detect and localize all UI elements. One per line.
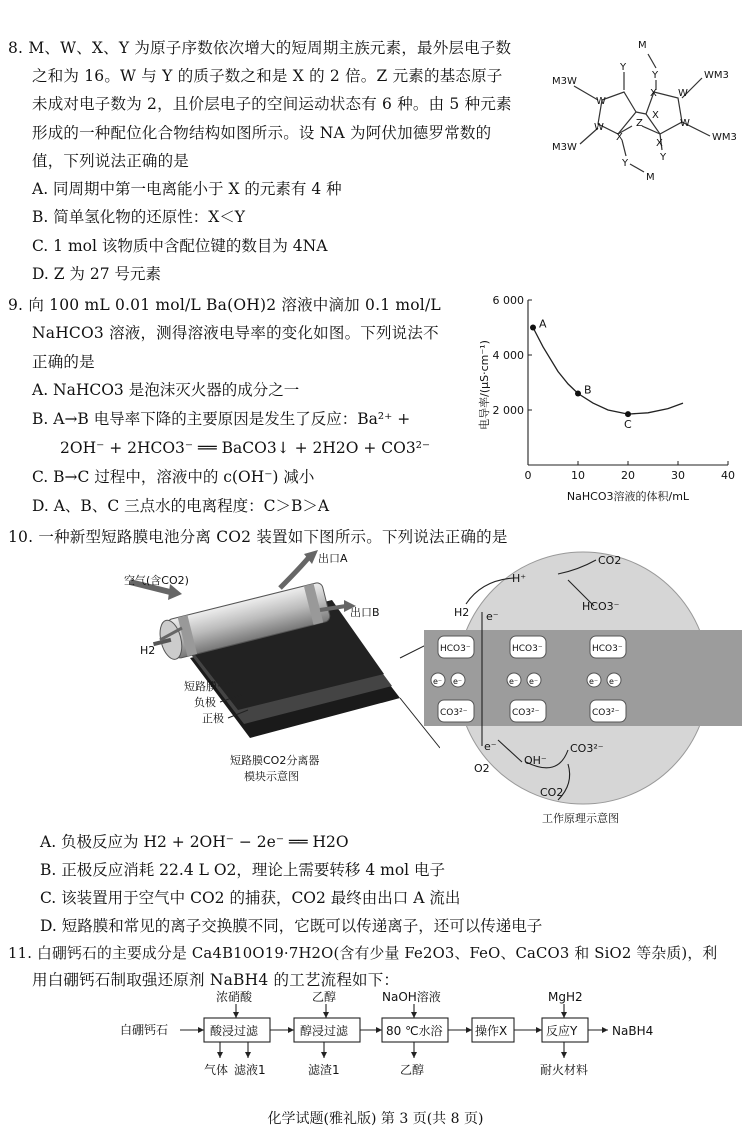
q8-line: 之和为 16。W 与 Y 的质子数之和是 X 的 2 倍。Z 元素的基态原子 <box>32 67 503 85</box>
mech-e-1: e⁻ <box>433 677 443 686</box>
chart-point-c <box>625 411 631 417</box>
label-outlet-a: 出口A <box>318 552 348 565</box>
atom-m3w-low: M3W <box>552 142 577 153</box>
mech-e-6: e⁻ <box>609 677 619 686</box>
flow-out1b: 滤液1 <box>234 1063 266 1077</box>
x-tick-label: 10 <box>571 469 585 482</box>
atom-wm3-r: WM3 <box>712 132 737 143</box>
q11-line: 11. 白硼钙石的主要成分是 Ca4B10O19·7H2O(含有少量 Fe2O3、FeO、CaCO3 和 SiO2 等杂质)，利 <box>8 945 718 962</box>
label-membrane: 短路膜 <box>184 680 217 693</box>
mech-o2: O2 <box>474 762 490 775</box>
atom-w-top: W <box>678 88 688 99</box>
flow-out5: 耐火材料 <box>540 1063 589 1077</box>
q9-line: 正确的是 <box>32 353 95 371</box>
mech-hco3-3: HCO3⁻ <box>592 644 623 654</box>
x-tick-label: 40 <box>721 469 735 482</box>
flow-step4: 操作X <box>475 1024 508 1038</box>
mech-e-low: e⁻ <box>484 740 497 753</box>
mech-h-plus: H⁺ <box>512 572 527 585</box>
chart-point-a <box>530 325 536 331</box>
q8-option-d: D. Z 为 27 号元素 <box>32 265 162 283</box>
mech-co3-1: CO3²⁻ <box>440 708 468 718</box>
mech-caption: 工作原理示意图 <box>542 812 619 825</box>
mech-hco3-1: HCO3⁻ <box>440 644 471 654</box>
q11-line: 用白硼钙石制取强还原剂 NaBH4 的工艺流程如下： <box>32 971 400 989</box>
atom-y-low: Y <box>622 158 629 169</box>
mech-co3-3: CO3²⁻ <box>592 708 620 718</box>
q10-option-b: B. 正极反应消耗 22.4 L O2，理论上需要转移 4 mol 电子 <box>40 861 446 879</box>
q8-line: 8. M、W、X、Y 为原子序数依次增大的短周期主族元素，最外层电子数 <box>8 39 512 57</box>
atom-z: Z <box>636 118 643 129</box>
flow-out3: 乙醇 <box>400 1063 425 1077</box>
mech-co3-2: CO3²⁻ <box>512 708 540 718</box>
atom-x-rl: X <box>656 138 663 149</box>
atom-x-top: X <box>650 88 657 99</box>
q10-option-c: C. 该装置用于空气中 CO2 的捕获，CO2 最终由出口 A 流出 <box>40 889 461 907</box>
q8-option-c: C. 1 mol 该物质中含配位键的数目为 4NA <box>32 237 328 255</box>
conductivity-curve <box>533 328 683 415</box>
q8-line: 形成的一种配位化合物结构如图所示。设 NA 为阿伏加德罗常数的 <box>32 124 492 142</box>
atom-wm3-top: WM3 <box>704 70 729 81</box>
x-tick-label: 20 <box>621 469 635 482</box>
q9-option-c: C. B→C 过程中，溶液中的 c(OH⁻) 减小 <box>32 468 315 486</box>
q10-option-a: A. 负极反应为 H2 + 2OH⁻ − 2e⁻ ══ H2O <box>40 833 349 851</box>
mech-co2-low: CO2 <box>540 786 564 799</box>
flow-product: NaBH4 <box>612 1024 654 1038</box>
atom-y-left: Y <box>620 62 627 73</box>
q10-option-d: D. 短路膜和常见的离子交换膜不同，它既可以传递离子，还可以传递电子 <box>40 917 543 935</box>
flow-out2: 滤渣1 <box>308 1063 340 1077</box>
atom-m-bottom: M <box>646 172 655 183</box>
q9-line: NaHCO3 溶液，测得溶液电导率的变化如图。下列说法不 <box>32 324 439 342</box>
q8-option-b: B. 简单氢化物的还原性：X＜Y <box>32 208 246 226</box>
y-tick-label: 2 000 <box>492 404 524 417</box>
flow-in3: NaOH溶液 <box>382 990 441 1004</box>
label-positive: 正极 <box>202 712 224 725</box>
process-flowchart <box>120 990 700 1102</box>
mech-h2: H2 <box>454 606 470 619</box>
mech-e-top: e⁻ <box>486 610 499 623</box>
q8-option-a: A. 同周期中第一电离能小于 X 的元素有 4 种 <box>32 180 342 198</box>
flow-in1: 浓硝酸 <box>216 990 253 1004</box>
label-air-in: 空气(含CO2) <box>124 574 189 587</box>
q9-line: 9. 向 100 mL 0.01 mol/L Ba(OH)2 溶液中滴加 0.1 mol/L <box>8 296 441 314</box>
q10-stem: 10. 一种新型短路膜电池分离 CO2 装置如下图所示。下列说法正确的是 <box>8 528 508 546</box>
mech-co2-top: CO2 <box>598 554 622 567</box>
working-principle-diagram <box>418 550 748 830</box>
flow-in2: 乙醇 <box>312 990 337 1004</box>
q9-option-b: B. A→B 电导率下降的主要原因是发生了反应：Ba²⁺ + <box>32 410 411 428</box>
y-tick-label: 6 000 <box>492 294 524 307</box>
y-tick-label: 4 000 <box>492 349 524 362</box>
atom-x-r: X <box>652 110 659 121</box>
atom-x-low: X <box>616 132 623 143</box>
label-outlet-b: 出口B <box>350 606 380 619</box>
atom-w-l1: W <box>596 96 606 107</box>
mech-e-4: e⁻ <box>529 677 539 686</box>
q9-option-a: A. NaHCO3 是泡沫灭火器的成分之一 <box>32 381 300 399</box>
x-tick-label: 30 <box>671 469 685 482</box>
flow-in5: MgH2 <box>548 990 583 1004</box>
q9-option-b-cont: 2OH⁻ + 2HCO3⁻ ══ BaCO3↓ + 2H2O + CO3²⁻ <box>60 439 431 457</box>
q9-option-d: D. A、B、C 三点水的电离程度：C＞B＞A <box>32 497 330 515</box>
chart-point-b <box>575 391 581 397</box>
atom-m-top: M <box>638 40 647 51</box>
atom-m3w-left: M3W <box>552 76 577 87</box>
atom-y-r: Y <box>660 152 667 163</box>
mech-hco3-top: HCO3⁻ <box>582 600 620 613</box>
chart-x-label: NaHCO3溶液的体积/mL <box>566 490 690 503</box>
device-caption-2: 模块示意图 <box>244 770 299 783</box>
atom-w-r: W <box>680 118 690 129</box>
mech-co3-low: CO3²⁻ <box>570 742 604 755</box>
label-negative: 负极 <box>194 696 216 709</box>
atom-w-l2: W <box>594 122 604 133</box>
chart-point-label: C <box>624 418 632 432</box>
page-footer: 化学试题(雅礼版) 第 3 页(共 8 页) <box>267 1111 484 1127</box>
mech-e-5: e⁻ <box>589 677 599 686</box>
flow-step1: 酸浸过滤 <box>210 1024 259 1038</box>
mech-e-3: e⁻ <box>509 677 519 686</box>
x-tick-label: 0 <box>524 469 532 482</box>
q8-line: 未成对电子数为 2，且价层电子的空间运动状态有 6 种。由 5 种元素 <box>32 95 512 113</box>
flow-step3: 80 ℃水浴 <box>386 1024 443 1038</box>
chart-y-label: 电导率/(μS·cm⁻¹) <box>478 340 491 430</box>
conductivity-chart <box>470 290 748 510</box>
coordination-compound-structure <box>552 34 748 194</box>
chart-point-label: A <box>539 317 547 331</box>
label-h2: H2 <box>140 644 156 657</box>
flow-start: 白硼钙石 <box>120 1023 169 1037</box>
device-caption-1: 短路膜CO2分离器 <box>230 754 320 767</box>
mech-oh: OH⁻ <box>524 754 547 767</box>
flow-step2: 醇浸过滤 <box>300 1024 349 1038</box>
separator-device-diagram <box>110 548 443 788</box>
q8-line: 值，下列说法正确的是 <box>32 152 190 170</box>
chart-point-label: B <box>584 383 592 397</box>
mech-hco3-2: HCO3⁻ <box>512 644 543 654</box>
flow-step5: 反应Y <box>546 1024 578 1038</box>
mech-e-2: e⁻ <box>453 677 463 686</box>
atom-y-top: Y <box>652 70 659 81</box>
flow-out1a: 气体 <box>204 1063 229 1077</box>
